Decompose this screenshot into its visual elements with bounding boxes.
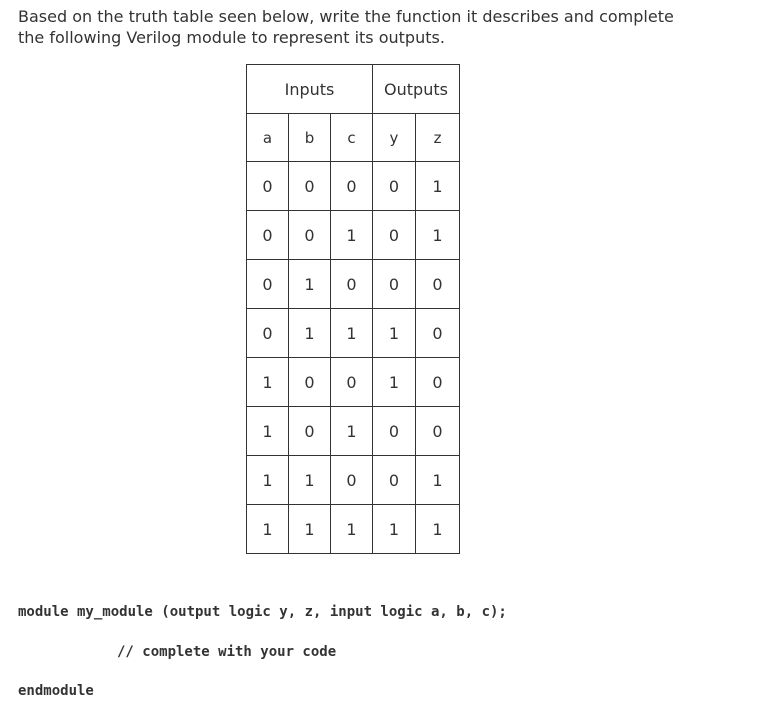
table-row	[247, 260, 460, 309]
cell-y: 0	[373, 456, 416, 505]
cell-c: 1	[331, 211, 373, 260]
table-row	[247, 505, 460, 554]
cell-y: 0	[373, 211, 416, 260]
cell-y: 1	[373, 358, 416, 407]
variable-a: a	[247, 114, 289, 162]
cell-a: 1	[247, 505, 289, 554]
variable-z: z	[416, 114, 460, 162]
question-line-1: Based on the truth table seen below, write the function it describes and complete	[18, 7, 674, 26]
cell-a: 0	[247, 260, 289, 309]
table-row	[247, 211, 460, 260]
variable-c: c	[331, 114, 373, 162]
cell-b: 1	[289, 260, 331, 309]
cell-a: 1	[247, 407, 289, 456]
cell-a: 1	[247, 456, 289, 505]
cell-z: 1	[416, 456, 460, 505]
truth-table	[246, 64, 460, 554]
cell-z: 0	[416, 407, 460, 456]
module-declaration: module my_module (output logic y, z, input logic a, b, c);	[18, 604, 507, 620]
cell-y: 0	[373, 407, 416, 456]
table-row	[247, 456, 460, 505]
cell-a: 0	[247, 162, 289, 211]
cell-y: 1	[373, 505, 416, 554]
cell-b: 1	[289, 456, 331, 505]
cell-z: 0	[416, 309, 460, 358]
cell-z: 0	[416, 260, 460, 309]
cell-c: 0	[331, 162, 373, 211]
variable-b: b	[289, 114, 331, 162]
cell-a: 0	[247, 309, 289, 358]
cell-b: 0	[289, 407, 331, 456]
table-row	[247, 358, 460, 407]
truth-table-variable-header	[247, 114, 460, 162]
cell-a: 0	[247, 211, 289, 260]
cell-a: 1	[247, 358, 289, 407]
truth-table-group-header	[247, 65, 460, 114]
inputs-header: Inputs	[247, 65, 373, 114]
cell-c: 0	[331, 260, 373, 309]
cell-y: 1	[373, 309, 416, 358]
cell-c: 0	[331, 456, 373, 505]
table-row	[247, 162, 460, 211]
cell-y: 0	[373, 162, 416, 211]
table-row	[247, 407, 460, 456]
cell-c: 0	[331, 358, 373, 407]
cell-b: 0	[289, 162, 331, 211]
question-line-2: the following Verilog module to represent its outputs.	[18, 28, 445, 47]
cell-z: 1	[416, 162, 460, 211]
cell-b: 1	[289, 309, 331, 358]
cell-y: 0	[373, 260, 416, 309]
cell-b: 0	[289, 211, 331, 260]
cell-z: 1	[416, 505, 460, 554]
variable-y: y	[373, 114, 416, 162]
cell-b: 1	[289, 505, 331, 554]
code-comment: // complete with your code	[117, 644, 337, 660]
cell-c: 1	[331, 407, 373, 456]
cell-b: 0	[289, 358, 331, 407]
table-row	[247, 309, 460, 358]
question-text	[18, 6, 718, 48]
outputs-header: Outputs	[373, 65, 460, 114]
cell-z: 1	[416, 211, 460, 260]
cell-c: 1	[331, 309, 373, 358]
cell-c: 1	[331, 505, 373, 554]
module-end: endmodule	[18, 683, 94, 699]
cell-z: 0	[416, 358, 460, 407]
